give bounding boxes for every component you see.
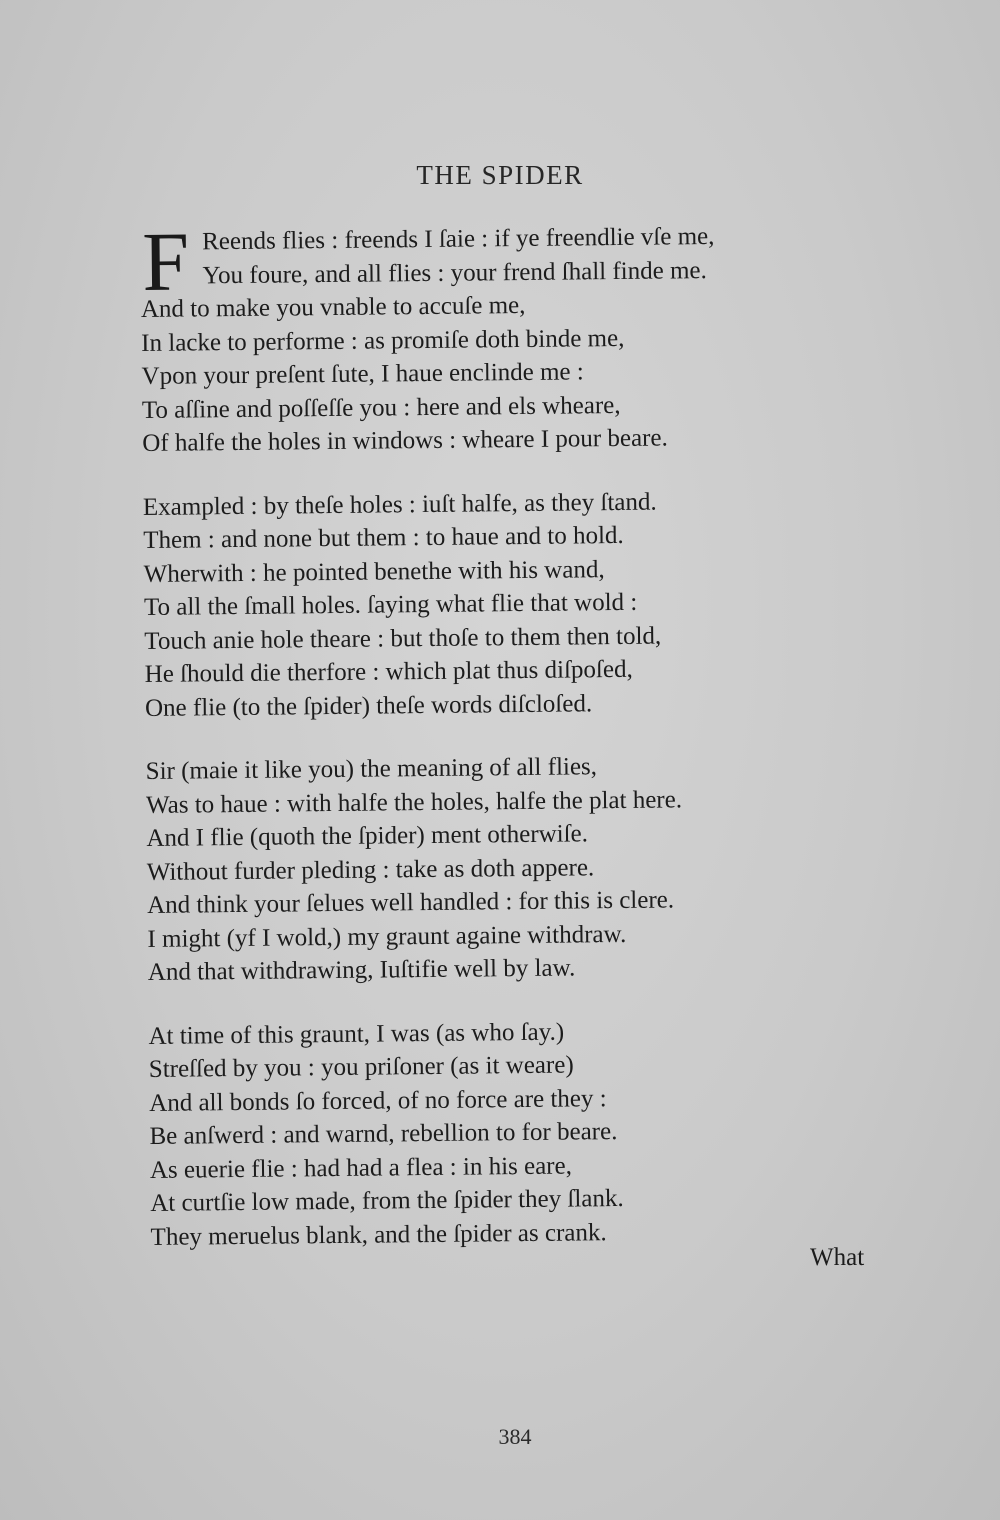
poem-line: Without furder pleding : take as doth appere. [146, 853, 595, 886]
poem-line: Be anſwerd : and warnd, rebellion to for beare. [149, 1118, 618, 1150]
poem-line: Of halfe the holes in windows : wheare I pour beare. [142, 424, 668, 457]
poem-line: At time of this graunt, I was (as who ſay.) [148, 1018, 565, 1050]
poem-line: And that withdrawing, Iuſtifie well by law. [147, 954, 576, 986]
stanza-3 [146, 747, 868, 989]
poem-line: Was to haue : with halfe the holes, halfe the plat here. [145, 785, 683, 819]
poem-line: I might (yf I wold,) my graunt againe withdraw. [147, 920, 627, 953]
poem-line: Sir (maie it like you) the meaning of all flies, [145, 753, 598, 785]
poem-title: THE SPIDER [416, 160, 584, 190]
poem-line: To all the ſmall holes. ſaying what flie that wold : [143, 588, 638, 621]
catchword: What [810, 1244, 865, 1271]
poem-line: He ſhould die therfore : which plat thus diſpoſed, [144, 655, 633, 688]
poem-line: In lacke to performe : as promiſe doth binde me, [141, 324, 625, 357]
poem-line: Vpon your preſent ſute, I haue enclinde me : [141, 358, 584, 390]
poem-line: And think your ſelues well handled : for this is clere. [146, 886, 675, 919]
stanza-2 [143, 483, 865, 725]
poem-line: At curtſie low made, from the ſpider they ſlank. [150, 1184, 624, 1217]
drop-cap: F [141, 215, 190, 309]
poem-line: And to make you vnable to accuſe me, [140, 291, 526, 323]
page-number: 384 [498, 1424, 532, 1449]
poem-line: You foure, and all flies : your frend ſhall finde me. [202, 256, 707, 289]
poem-line: Them : and none but them : to haue and to hold. [143, 521, 624, 554]
stanza-1 [140, 215, 862, 460]
poem-line: One flie (to the ſpider) theſe words diſcloſed. [144, 689, 593, 722]
poem-line: As euerie flie : had had a flea : in his eare, [149, 1152, 573, 1184]
poem-line: Reends flies : freends I ſaie : if ye freendlie vſe me, [202, 222, 715, 256]
poem-line: Streſſed by you : you priſoner (as it weare) [148, 1051, 574, 1083]
poem-line: They meruelus blank, and the ſpider as crank. [150, 1218, 607, 1251]
poem-line: And I flie (quoth the ſpider) ment otherwiſe. [146, 820, 589, 852]
stanza-4 [148, 1012, 870, 1254]
poem-line: And all bonds ſo forced, of no force are they : [149, 1084, 607, 1117]
poem-body [140, 215, 871, 1283]
poem-line: Touch anie hole theare : but thoſe to them then told, [144, 622, 662, 655]
poem-line: To aſſine and poſſeſſe you : here and els wheare, [141, 391, 621, 424]
poem-line: Exampled : by theſe holes : iuſt halfe, as they ſtand. [142, 488, 657, 521]
poem-line: Wherwith : he pointed benethe with his wand, [143, 555, 605, 588]
